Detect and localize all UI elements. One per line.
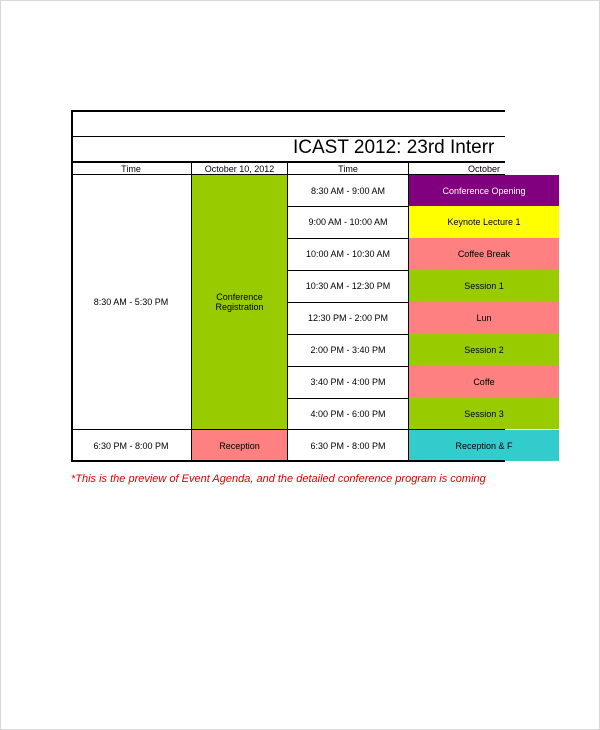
day2-time-cell: 6:30 PM - 8:00 PM (310, 440, 386, 451)
day2-event-cell: Session 1 (409, 270, 559, 302)
day2-event-cell: Keynote Lecture 1 (409, 206, 559, 238)
title-top-line (71, 136, 505, 137)
day2-event-cell: Coffee Break (409, 238, 559, 270)
col-line-2 (287, 163, 288, 462)
day2-time-cell: 10:00 AM - 10:30 AM (305, 249, 391, 259)
agenda-table (71, 110, 526, 462)
header-time-1: Time (121, 163, 141, 174)
day2-time-cell: 10:30 AM - 12:30 PM (305, 281, 391, 291)
day2-time-cell: 2:00 PM - 3:40 PM (310, 345, 386, 355)
agenda-title: ICAST 2012: 23rd Interr (293, 137, 495, 158)
day1-main-time: 8:30 AM - 5:30 PM (93, 297, 169, 307)
header-date-2: October (467, 163, 500, 174)
day2-event-cell: Coffe (409, 366, 559, 398)
day1-split-line (71, 429, 288, 430)
bottom-border (71, 460, 505, 462)
top-border (71, 110, 505, 112)
day2-event-cell: Reception & F (409, 430, 559, 461)
left-border (71, 110, 73, 462)
header-bottom-line (71, 174, 505, 175)
day2-event-cell: Lun (409, 302, 559, 334)
conference-registration-cell: Conference Registration (192, 175, 287, 429)
day1-evening-time: 6:30 PM - 8:00 PM (93, 440, 169, 451)
reception-cell: Reception (192, 430, 287, 461)
header-time-2: Time (338, 163, 358, 174)
day2-time-cell: 8:30 AM - 9:00 AM (310, 185, 386, 196)
day2-event-cell: Conference Opening (409, 175, 559, 206)
day2-event-cell: Session 3 (409, 398, 559, 429)
day2-time-cell: 9:00 AM - 10:00 AM (308, 217, 388, 227)
day2-time-cell: 3:40 PM - 4:00 PM (310, 377, 386, 387)
day2-event-cell: Session 2 (409, 334, 559, 366)
day2-time-cell: 4:00 PM - 6:00 PM (310, 408, 386, 419)
title-bottom-line (71, 161, 505, 163)
col-line-3 (408, 163, 409, 462)
col-line-1 (191, 163, 192, 462)
footnote: *This is the preview of Event Agenda, and the detailed conference program is coming (71, 473, 486, 485)
day2-time-cell: 12:30 PM - 2:00 PM (307, 313, 389, 323)
header-date-1: October 10, 2012 (204, 163, 275, 174)
